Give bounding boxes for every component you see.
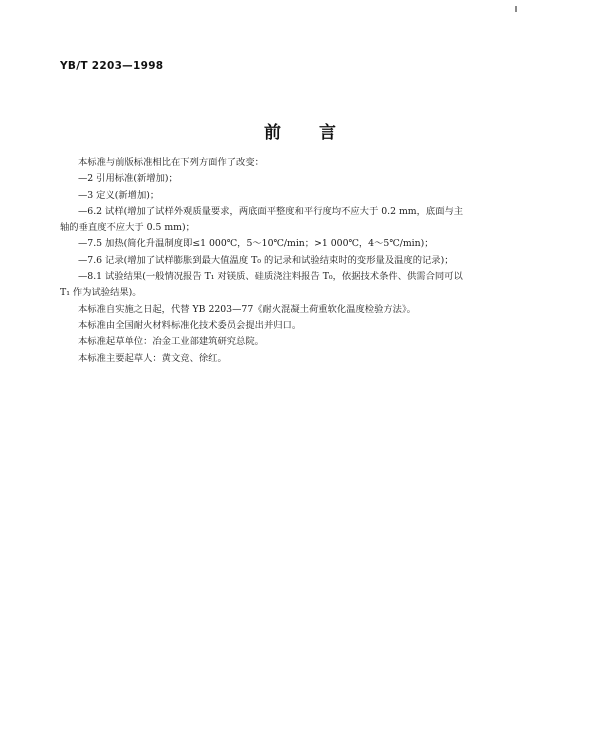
paragraph-effective: 本标准自实施之日起，代替 YB 2203—77《耐火混凝土荷重软化温度检验方法》。	[78, 303, 416, 315]
paragraph-drafters: 本标准主要起草人：黄文竞、徐红。	[78, 352, 227, 364]
list-item-2: —2 引用标准(新增加)；	[78, 173, 178, 185]
paragraph-intro: 本标准与前版标准相比在下列方面作了改变：	[78, 157, 264, 168]
list-item-8-1: —8.1 试验结果(一般情况报告 T₁ 对镁质、硅质浇注料报告 T₀，依据技术条件、供需合同可以	[78, 271, 463, 283]
list-item-6-2: —6.2 试样(增加了试样外观质量要求，两底面平整度和平行度均不应大于 0.2 mm，底面与主	[78, 205, 464, 217]
page-title: 前言	[264, 123, 374, 143]
list-item-8-1-continued: T₁ 作为试验结果)。	[60, 287, 142, 299]
list-item-6-2-continued: 轴的垂直度不应大于 0.5 mm)；	[60, 222, 195, 234]
list-item-3: —3 定义(新增加)；	[78, 189, 160, 201]
scan-corner-mark	[515, 6, 517, 12]
paragraph-drafting-unit: 本标准起草单位：冶金工业部建筑研究总院。	[78, 336, 264, 348]
list-item-7-5: —7.5 加热(简化升温制度即≤1 000℃，5～10℃/min；>1 000℃，4～5℃/min)；	[78, 238, 434, 250]
paragraph-proposed: 本标准由全国耐火材料标准化技术委员会提出并归口。	[78, 319, 302, 331]
document-code: YB/T 2203—1998	[60, 60, 164, 72]
foreword-body	[60, 155, 546, 367]
list-item-7-6: —7.6 记录(增加了试样膨胀到最大值温度 T₀ 的记录和试验结束时的变形量及温度的记录)；	[78, 254, 454, 266]
